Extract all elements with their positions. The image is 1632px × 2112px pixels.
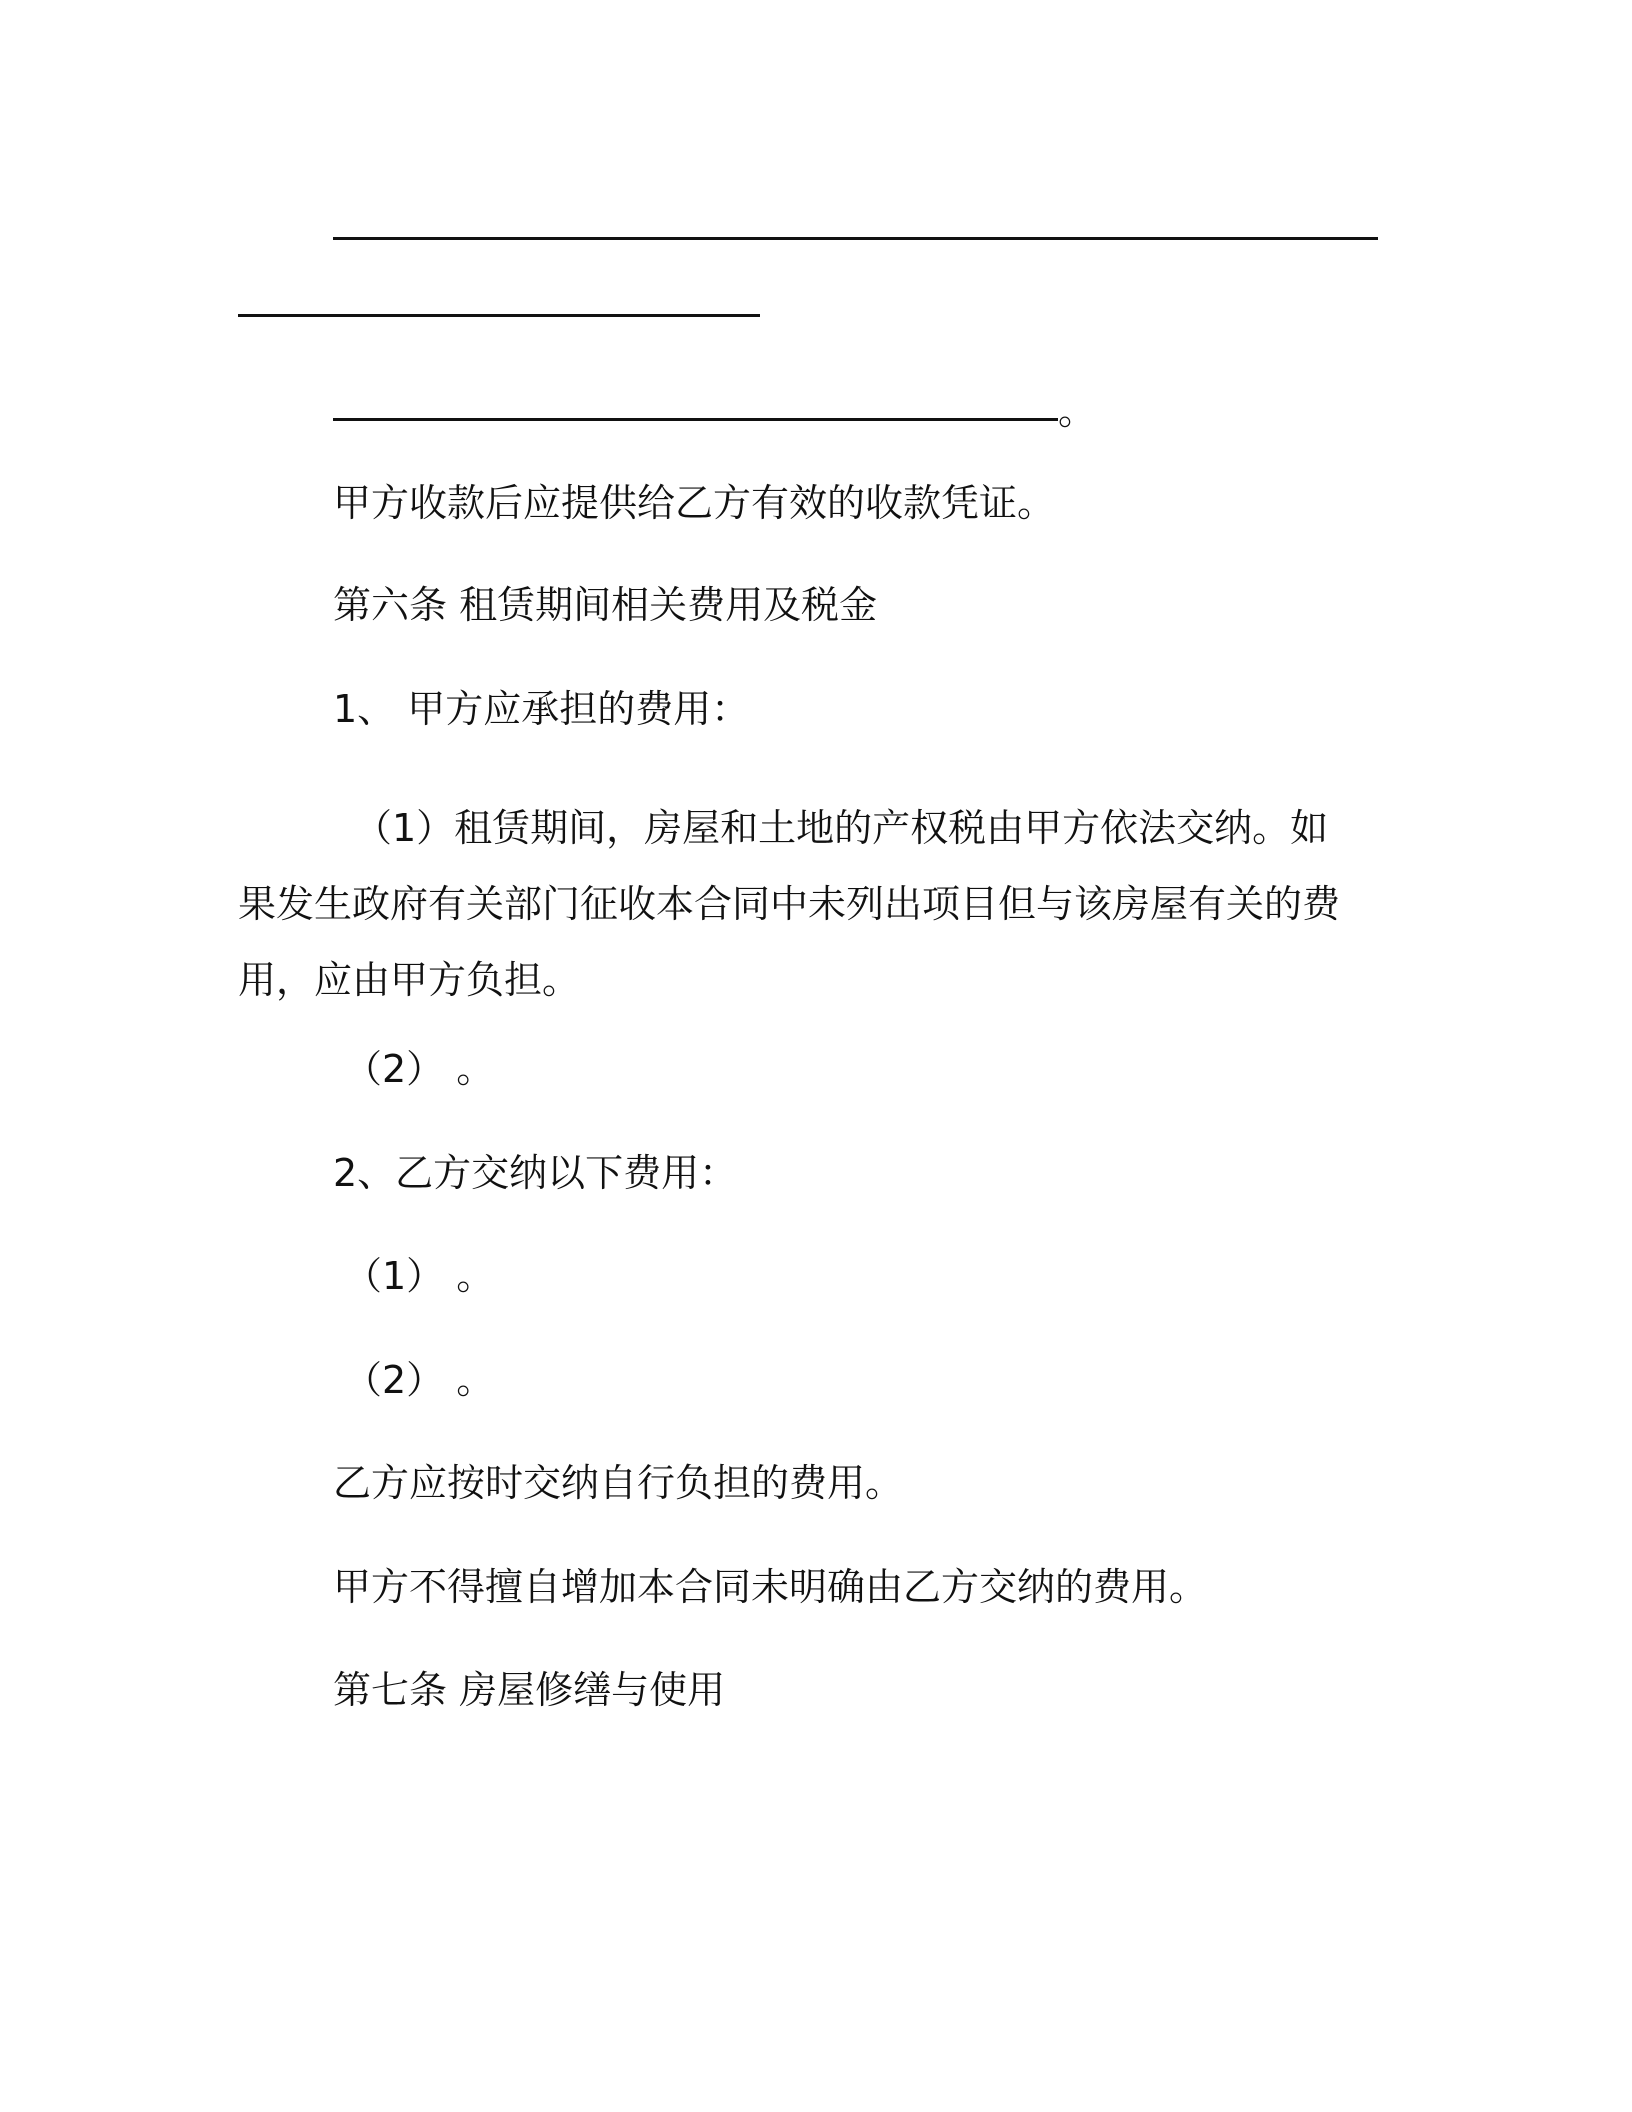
blank-line-2	[238, 314, 760, 317]
item-2-2: （2） 。	[344, 1358, 495, 1402]
pay-on-time-sentence: 乙方应按时交纳自行负担的费用。	[333, 1461, 904, 1505]
item-1-1-paragraph: （1）租赁期间，房屋和土地的产权税由甲方依法交纳。如果发生政府有关部门征收本合同中未列出项目但与该房屋有关的费用，应由甲方负担。	[238, 806, 1341, 1002]
item-2-1: （1） 。	[344, 1254, 495, 1298]
blank-line-1	[333, 237, 1378, 240]
blank-line-end-mark: 。	[1058, 389, 1097, 433]
item-1-heading: 1、 甲方应承担的费用：	[333, 687, 750, 731]
item-1-2: （2） 。	[344, 1047, 495, 1091]
item-2-heading: 2、乙方交纳以下费用：	[333, 1151, 738, 1195]
article-6-heading: 第六条 租赁期间相关费用及税金	[333, 583, 878, 627]
receipt-sentence: 甲方收款后应提供给乙方有效的收款凭证。	[333, 481, 1056, 525]
no-extra-fees-sentence: 甲方不得擅自增加本合同未明确由乙方交纳的费用。	[333, 1565, 1208, 1609]
article-7-heading: 第七条 房屋修缮与使用	[333, 1668, 726, 1712]
blank-line-3	[333, 418, 1058, 421]
